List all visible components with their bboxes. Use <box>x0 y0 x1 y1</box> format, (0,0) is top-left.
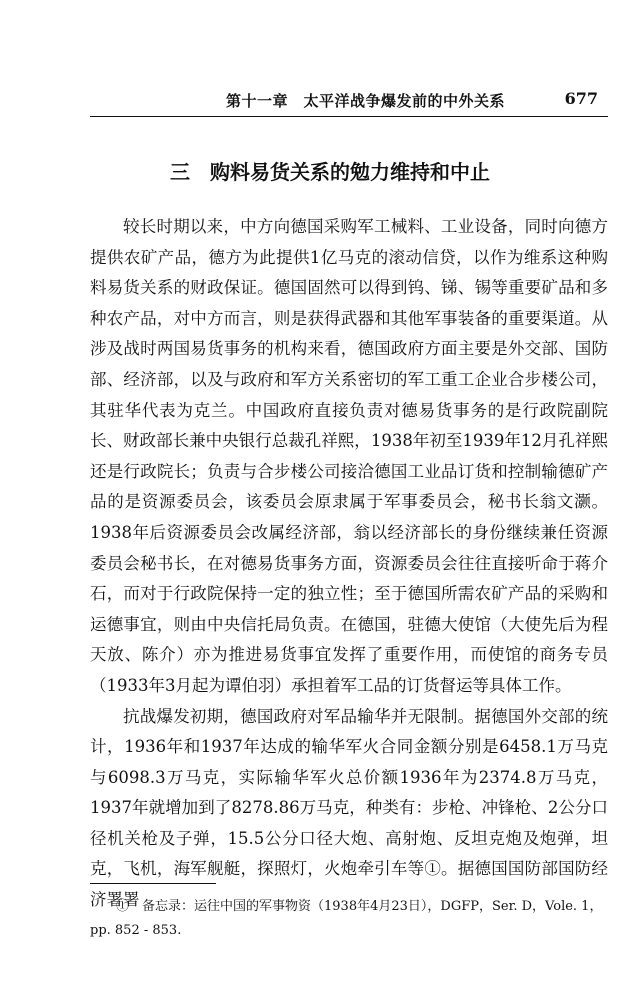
body-text <box>90 212 608 916</box>
header-rule <box>90 116 608 117</box>
footnote-text: ① 备忘录：运往中国的军事物资（1938年4月23日），DGFP，Ser. D，Vole. 1，pp. 852 - 853. <box>90 899 603 938</box>
section-number: 三 <box>170 160 190 184</box>
paragraph-1: 较长时期以来，中方向德国采购军工械料、工业设备，同时向德方提供农矿产品，德方为此提供1亿马克的滚动信贷，以作为维系这种购料易货关系的财政保证。德国固然可以得到钨、锑、锡等重要矿品和多种农产品，对中方而言，则是获得武器和其他军事装备的重要渠道。从涉及战时两国易货事务的机构来看，德国政府方面主要是外交部、国防部、经济部，以及与政府和军方关系密切的军工重工企业合步楼公司，其驻华代表为克兰。中国政府直接负责对德易货事务的是行政院副院长、财政部长兼中央银行总裁孔祥熙，1938年初至1939年12月孔祥熙还是行政院长；负责与合步楼公司接洽德国工业品订货和控制输德矿产品的是资源委员会，该委员会原隶属于军事委员会，秘书长翁文灏。1938年后资源委员会改属经济部，翁以经济部长的身份继续兼任资源委员会秘书长，在对德易货事务方面，资源委员会往往直接听命于蒋介石，而对于行政院保持一定的独立性；至于德国所需农矿产品的采购和运德事宜，则由中央信托局负责。在德国，驻德大使馆（大使先后为程天放、陈介）亦为推进易货事宜发挥了重要作用，而使馆的商务专员（1933年3月起为谭伯羽）承担着军工品的订货督运等具体工作。 <box>90 217 608 695</box>
section-title: 购料易货关系的勉力维持和中止 <box>210 160 490 184</box>
footnote <box>90 895 610 943</box>
running-header: 第十一章 太平洋战争爆发前的中外关系 <box>226 92 506 110</box>
page-number: 677 <box>564 89 598 108</box>
footnote-rule <box>90 883 216 884</box>
section-heading <box>110 156 570 185</box>
paragraph-2: 抗战爆发初期，德国政府对军品输华并无限制。据德国外交部的统计，1936年和1937年达成的输华军火合同金额分别是6458.1万马克与6098.3万马克，实际输华军火总价额1936年为2374.8万马克，1937年就增加到了8278.86万马克，种类有：步枪、冲锋枪、2公分口径机关枪及子弹，15.5公分口径大炮、高射炮、反坦克炮及炮弹，坦克，飞机，海军舰艇，探照灯，火炮牵引车等①。据德国国防部国防经济署署 <box>90 706 608 910</box>
